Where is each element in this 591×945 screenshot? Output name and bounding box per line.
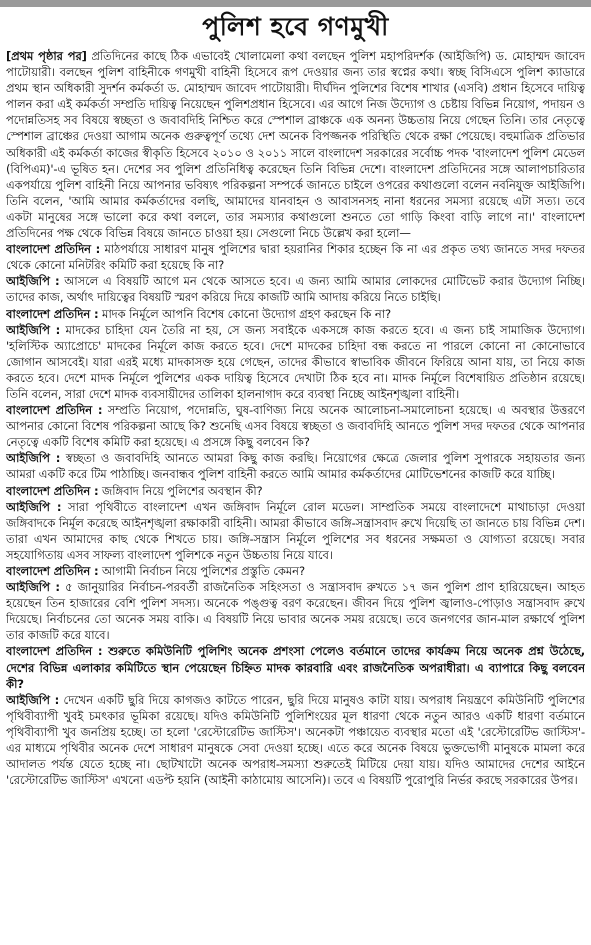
interview-paragraph [6, 643, 585, 691]
interview-paragraph [6, 499, 585, 563]
interview-paragraph [6, 483, 585, 499]
speaker-label: বাংলাদেশ প্রতিদিন : [6, 483, 99, 498]
article-body [6, 48, 585, 942]
speaker-label: বাংলাদেশ প্রতিদিন : [6, 306, 99, 321]
interview-paragraph [6, 692, 585, 789]
speaker-label: বাংলাদেশ প্রতিদিন : [6, 564, 99, 578]
speaker-text: দেখেন একটি ছুরি দিয়ে কাগজও কাটতে পারেন, ছুরি দিয়ে মানুষও কাটা যায়। অপরাধ নিয়ন্ত্রণে কমিউনিটি পুলিশের পৃথিবীব্যাপী খুবই চমৎকার ভূমিকা রয়েছে। যদিও কমিউনিটি পুলিশিংয়ের মূল ধারণা থেকে নতুন আরও একটি ধারণা বর্তমানে পৃথিবীব্যাপী খুব জনপ্রিয় হচ্ছে। তা হলো 'রেস্টোরেটিভ জাস্টিস'। অনেকটা পঞ্চায়েত ব্যবস্থার মতো এই 'রেস্টোরেটিভ জাস্টিস'-এর মাধ্যমে পৃথিবীর অনেক দেশে সাধারণ মানুষকে সেবা দেওয়া হচ্ছে। এতে করে অনেক বিষয়ে ভুক্তভোগী মানুষকে মামলা করে আদালত পর্যন্ত যেতে হচ্ছে না। ছোটখাটো অনেক অপরাধ-সমস্যা শুরুতেই মিটিয়ে দেয়া যায়। যদিও আমাদের দেশের আইনে 'রেস্টোরেটিভ জাস্টিস' এখনো এডপ্ট হয়নি (আইনী কাঠামোয় আসেনি)। তবে এ বিষয়টি পুরোপুরি নির্ভর করছে সরকারের উপর। [6, 692, 585, 788]
speaker-text: মাঠপর্যায়ে সাধারণ মানুষ পুলিশের দ্বারা হয়রানির শিকার হচ্ছেন কি না এর প্রকৃত তথ্য জানতে সদর দফতর থেকে কোনো মনিটরিং কমিটি করা হয়েছে কি না? [6, 242, 585, 273]
intro-paragraph [6, 48, 585, 241]
interview-paragraph [6, 306, 585, 322]
speaker-text: আগামী নির্বাচন নিয়ে পুলিশের প্রস্তুতি কেমন? [98, 564, 305, 578]
interview-paragraph [6, 563, 585, 579]
continued-label: [প্রথম পৃষ্ঠার পর] [6, 49, 87, 63]
speaker-text: সম্প্রতি নিয়োগ, পদোন্নতি, ঘুষ-বাণিজ্য নিয়ে অনেক আলোচনা-সমালোচনা হয়েছে। এ অবস্থার উত্তরণে আপনার কোনো বিশেষ পরিকল্পনা আছে কি? শুনেছি এসব বিষয়ে স্বচ্ছতা ও জবাবদিহি আনতে পুলিশ সদর দফতর থেকে আপনার নেতৃত্বে একটি বিশেষ কমিটি করা হয়েছে। এ প্রসঙ্গে কিছু বলবেন কি? [6, 403, 585, 450]
speaker-label: আইজিপি : [6, 692, 60, 707]
top-rule-bar [0, 0, 591, 7]
speaker-label: আইজিপি : [6, 274, 60, 289]
interview-dialogue [6, 241, 585, 788]
article-headline: পুলিশ হবে গণমুখী [202, 12, 389, 41]
speaker-label: বাংলাদেশ প্রতিদিন : [6, 403, 103, 418]
interview-paragraph [6, 402, 585, 450]
speaker-label: বাংলাদেশ প্রতিদিন : [6, 242, 101, 257]
interview-paragraph [6, 450, 585, 482]
speaker-text: সারা পৃথিবীতে বাংলাদেশ এখন জঙ্গিবাদ নির্মূলে রোল মডেল। সাম্প্রতিক সময়ে বাংলাদেশে মাথাচাড়া দেওয়া জঙ্গিবাদকে নির্মূল করেছে আইনশৃঙ্খলা রক্ষাকারী বাহিনী। আমরা কীভাবে জঙ্গি-সন্ত্রাসবাদ রুখে দিয়েছি তা জানতে চায় বিভিন্ন দেশ। তারা এখন আমাদের কাছ থেকে শিখতে চায়। জঙ্গি-সন্ত্রাস নির্মূলে পুলিশের সব ধরনের সক্ষমতা ও যোগ্যতা রয়েছে। সবার সহযোগিতায় এসব সাফল্য বাংলাদেশ পুলিশকে নতুন উচ্চতায় নিয়ে যাবে। [6, 499, 585, 562]
speaker-label: আইজিপি : [6, 451, 61, 466]
interview-paragraph [6, 322, 585, 402]
speaker-label: আইজিপি : [6, 499, 62, 514]
speaker-text: আসলে এ বিষয়টি আগে মন থেকে আসতে হবে। এ জন্য আমি আমার লোকদের মোটিভেট করার উদ্যোগ নিচ্ছি। তাদের কাজ, অর্থাৎ দায়িত্বের বিষয়টি স্মরণ করিয়ে দিয়ে কাজটি আমি আদায় করিয়ে নিতে চাইছি। [6, 274, 585, 305]
interview-paragraph [6, 241, 585, 273]
intro-text: প্রতিদিনের কাছে ঠিক এভাবেই খোলামেলা কথা বলছেন পুলিশ মহাপরিদর্শক (আইজিপি) ড. মোহাম্মদ জাবেদ পাটোয়ারী। বলছেন পুলিশ বাহিনীকে গণমুখী বাহিনী হিসেবে রূপ দেওয়ার জন্য তার স্বপ্নের কথা। স্বচ্ছ বিসিএসে পুলিশ ক্যাডারে প্রথম স্থান অধিকারী সুদর্শন কর্মকর্তা ড. মোহাম্মদ জাবেদ পাটোয়ারী। দীর্ঘদিন পুলিশের বিশেষ শাখার (এসবি) প্রধান হিসেবে দায়িত্ব পালন করা এই কর্মকর্তা সম্প্রতি দায়িত্ব নিয়েছেন পুলিশপ্রধান হিসেবে। এর আগে নিজ উদ্যোগ ও চেষ্টায় বিভিন্ন নিয়োগ, পদায়ন ও পদোন্নতিসহ সব বিষয়ে স্বচ্ছতা ও জবাবদিহি নিশ্চিত করে স্পেশাল ব্রাঞ্চকে এক অনন্য উচ্চতায় নিয়ে গেছেন তিনি। তার নেতৃত্বে স্পেশাল ব্রাঞ্চের দেওয়া আগাম অনেক গুরুত্বপূর্ণ তথ্যে দেশ অনেক বিপজ্জনক পরিস্থিতি থেকে রক্ষা পেয়েছে। বহুমাত্রিক প্রতিভার অধিকারী এই কর্মকর্তা কাজের স্বীকৃতি হিসেবে ২০১০ ও ২০১১ সালে বাংলাদেশ সরকারের সর্বোচ্চ পদক 'বাংলাদেশ পুলিশ মেডেল (বিপিএম)'-এ ভূষিত হন। দেশের সব পুলিশ প্রতিনিধিত্ব করেছেন তিনি বিভিন্ন দেশে। বাংলাদেশ প্রতিদিনের সঙ্গে আলাপচারিতার একপর্যায়ে পুলিশ বাহিনী নিয়ে আপনার ভবিষ্যৎ পরিকল্পনা সম্পর্কে জানতে চাইলে ওপরের কথাগুলো বলেন নবনিযুক্ত আইজিপি। তিনি বলেন, 'আমি আমার কর্মকর্তাদের বলছি, আমাদের যানবাহন ও আবাসনসহ নানা ধরনের সমস্যা রয়েছে এটা সত্য। তবে একটা মানুষের সঙ্গে ভালো করে কথা বললে, তার সমস্যার কথাগুলো শুনতে তো গাড়ি কিংবা বাড়ি লাগে না।' বাংলাদেশ প্রতিদিনের পক্ষ থেকে বিভিন্ন বিষয়ে জানতে চাওয়া হয়। সেগুলো নিচে উল্লেখ করা হলো— [6, 49, 585, 241]
interview-paragraph [6, 579, 585, 643]
interview-paragraph [6, 273, 585, 305]
speaker-label: বাংলাদেশ প্রতিদিন : [6, 644, 103, 659]
speaker-text: জঙ্গিবাদ নিয়ে পুলিশের অবস্থান কী? [98, 483, 263, 498]
speaker-text: মাদক নির্মূলে আপনি বিশেষ কোনো উদ্যোগ গ্রহণ করছেন কি না? [98, 306, 392, 321]
speaker-text: ৫ জানুয়ারির নির্বাচন-পরবর্তী রাজনৈতিক সহিংসতা ও সন্ত্রাসবাদ রুখতে ১৭ জন পুলিশ প্রাণ হারিয়েছেন। আহত হয়েছেন তিন হাজারের বেশি পুলিশ সদস্য। অনেকে পঙ্গুত্ব বরণ করেছেন। জীবন দিয়ে পুলিশ জ্বালাও-পোড়াও সন্ত্রাসবাদ রুখে দিয়েছে। নির্বাচনের তো অনেক সময় বাকি। এ বিষয়টি নিয়ে ভাবার অনেক সময় রয়েছে। তবে জনগণের জান-মাল রক্ষার্থে পুলিশ তার কাজটি করে যাবে। [6, 580, 585, 643]
speaker-text: মাদকের চাহিদা যেন তৈরি না হয়, সে জন্য সবাইকে একসঙ্গে কাজ করতে হবে। এ জন্য চাই সামাজিক উদ্যোগ। 'হলিস্টিক অ্যাপ্রোচে' মাদকের নির্মূলে কাজ করতে হবে। দেশে মাদকের চাহিদা বন্ধ করতে না পারলে কোনো না কোনোভাবে জোগান আসবেই। যারা এরই মধ্যে মাদকাসক্ত হয়ে গেছেন, তাদের কীভাবে স্বাভাবিক জীবনে ফিরিয়ে আনা যায়, তা নিয়ে কাজ করতে হবে। দেশে মাদক নির্মূলে পুলিশের একক দায়িত্ব হিসেবে দেখাটা ঠিক হবে না। মাদক নির্মূলে বিশেষায়িত প্রতিষ্ঠান রয়েছে। তিনি বলেন, সারা দেশে মাদক ব্যবসায়ীদের তালিকা হালনাগাদ করে ব্যবস্থা নিচ্ছে আইনশৃঙ্খলা বাহিনী। [6, 322, 585, 401]
speaker-label: আইজিপি : [6, 580, 60, 595]
speaker-text: শুরুতে কমিউনিটি পুলিশিং অনেক প্রশংসা পেলেও বর্তমানে তাদের কার্যক্রম নিয়ে অনেক প্রশ্ন উঠেছে, দেশের বিভিন্ন এলাকার কমিটিতে স্থান পেয়েছেন চিহ্নিত মাদক কারবারি এবং রাজনৈতিক অপরাধীরা। এ ব্যাপারে কিছু বলবেন কী? [6, 644, 585, 691]
speaker-label: আইজিপি : [6, 322, 61, 337]
speaker-text: স্বচ্ছতা ও জবাবদিহি আনতে আমরা কিছু কাজ করছি। নিয়োগের ক্ষেত্রে জেলার পুলিশ সুপারকে সহায়তার জন্য আমরা একটি করে টিম পাঠাচ্ছি। জনবান্ধব পুলিশ বাহিনী করতে আমি আমার কর্মকর্তাদের মোটিভেশনের কাজটি করে যাচ্ছি। [6, 451, 585, 482]
